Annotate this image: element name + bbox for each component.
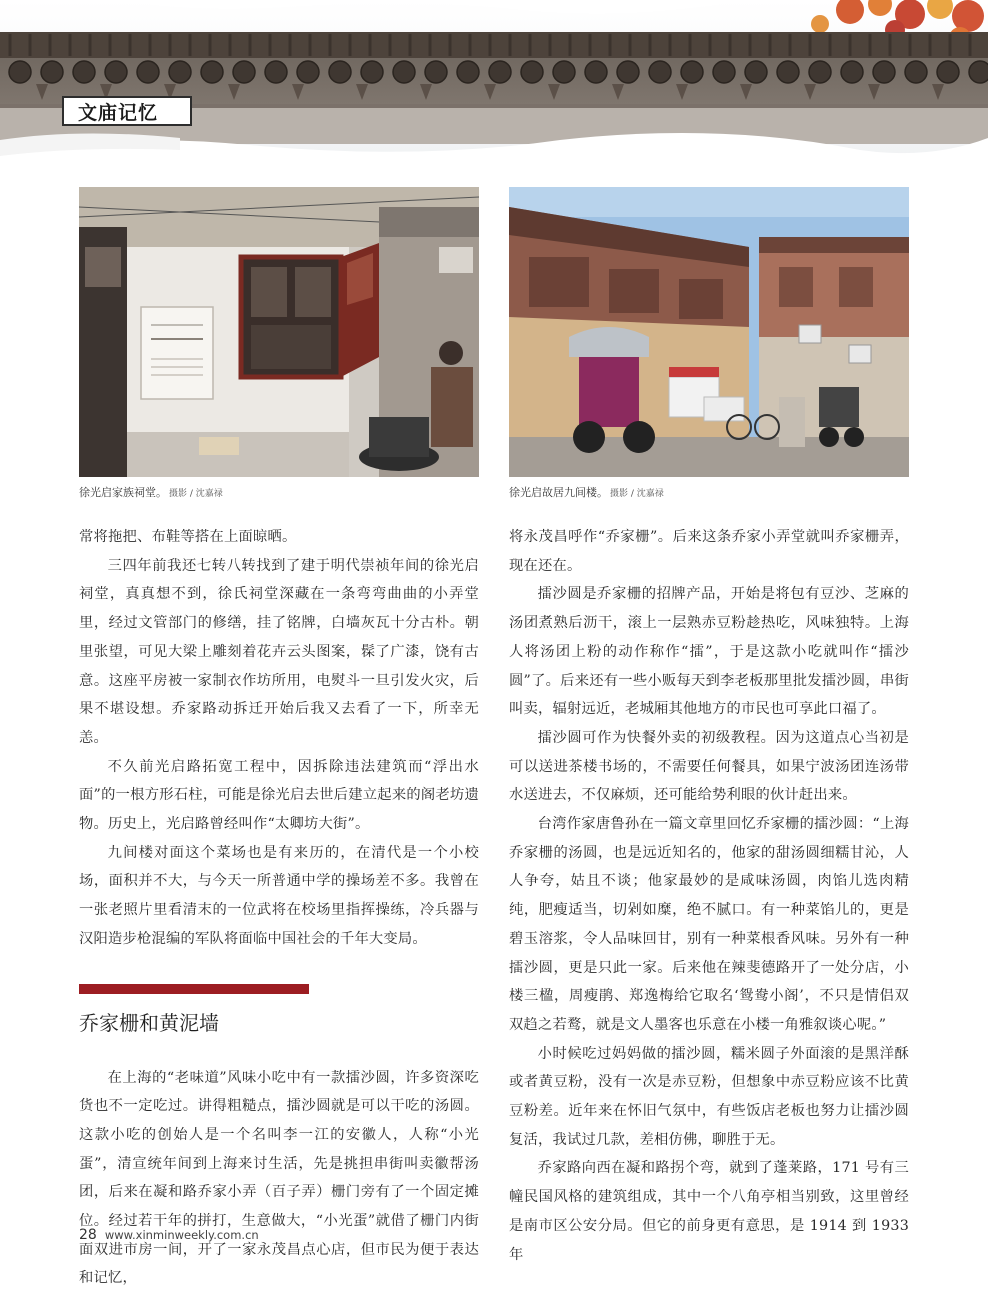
caption-text: 徐光启故居九间楼。 bbox=[509, 486, 608, 499]
left-column bbox=[79, 523, 479, 1293]
caption-text: 徐光启家族祠堂。 bbox=[79, 486, 167, 499]
photo-caption-left bbox=[79, 484, 223, 500]
photo-nine-room-building bbox=[509, 187, 909, 477]
page-footer bbox=[79, 1224, 259, 1243]
page-number: 28 bbox=[79, 1227, 97, 1243]
photo-ancestral-hall bbox=[79, 187, 479, 477]
paragraph: 九间楼对面这个菜场也是有来历的，在清代是一个小校场，面积并不大，与今天一所普通中学的操场差不多。我曾在一张老照片里看清末的一位武将在校场里指挥操练，冷兵器与汉阳造步枪混编的军队将面临中国社会的千年大变局。 bbox=[79, 844, 479, 947]
header-banner bbox=[0, 0, 988, 185]
website-url: www.xinminweekly.com.cn bbox=[104, 1228, 259, 1242]
paragraph: 常将拖把、布鞋等搭在上面晾晒。 bbox=[79, 529, 297, 545]
paragraph: 将永茂昌呼作“乔家栅”。后来这条乔家小弄堂就叫乔家栅弄，现在还在。 bbox=[509, 529, 909, 574]
section-tag: 文庙记忆 bbox=[62, 96, 192, 126]
paragraph: 在上海的“老味道”风味小吃中有一款擂沙圆，许多资深吃货也不一定吃过。讲得粗糙点，擂沙圆就是可以干吃的汤圆。这款小吃的创始人是一个名叫李一江的安徽人，人称“小光蛋”，清宣统年间到上海来讨生活，先是挑担串街叫卖徽帮汤团，后来在凝和路乔家小弄（百子弄）栅门旁有了一个固定摊位。经过若干年的拼打，生意做大，“小光蛋”就借了栅门内街面双进市房一间，开了一家永茂昌点心店，但市民为便于表达和记忆， bbox=[79, 1069, 479, 1287]
paragraph: 小时候吃过妈妈做的擂沙圆，糯米圆子外面滚的是黑洋酥或者黄豆粉，没有一次是赤豆粉，但想象中赤豆粉应该不比黄豆粉差。近年来在怀旧气氛中，有些饭店老板也努力让擂沙圆复活，我试过几款，差相仿佛，聊胜于无。 bbox=[509, 1045, 909, 1148]
roof-tile-illustration bbox=[0, 0, 988, 185]
paragraph: 擂沙圆可作为快餐外卖的初级教程。因为这道点心当初是可以送进茶楼书场的，不需要任何餐具，如果宁波汤团连汤带水送进去，不仅麻烦，还可能给势利眼的伙计赶出来。 bbox=[509, 729, 909, 804]
photo-credit: 摄影 / 沈嘉禄 bbox=[610, 489, 664, 499]
paragraph: 擂沙圆是乔家栅的招牌产品，开始是将包有豆沙、芝麻的汤团煮熟后沥干，滚上一层熟赤豆粉趁热吃，风味独特。上海人将汤团上粉的动作称作“擂”，于是这款小吃就叫作“擂沙圆”了。后来还有一些小贩每天到李老板那里批发擂沙圆，串街叫卖，辐射远近，老城厢其他地方的市民也可享此口福了。 bbox=[509, 586, 909, 718]
paragraph: 三四年前我还七转八转找到了建于明代崇祯年间的徐光启祠堂，真真想不到，徐氏祠堂深藏在一条弯弯曲曲的小弄堂里，经过文管部门的修缮，挂了铭牌，白墙灰瓦十分古朴。朝里张望，可见大梁上雕刻着花卉云头图案，髹了广漆，饶有古意。这座平房被一家制衣作坊所用，电熨斗一旦引发火灾，后果不堪设想。乔家路动拆迁开始后我又去看了一下，所幸无恙。 bbox=[79, 557, 479, 746]
right-column bbox=[509, 523, 909, 1269]
paragraph: 不久前光启路拓宽工程中，因拆除违法建筑而“浮出水面”的一根方形石柱，可能是徐光启去世后建立起来的阁老坊遗物。历史上，光启路曾经叫作“太卿坊大街”。 bbox=[79, 758, 479, 833]
photo-credit: 摄影 / 沈嘉禄 bbox=[169, 489, 223, 499]
subheading: 乔家栅和黄泥墙 bbox=[79, 1010, 219, 1035]
paragraph: 台湾作家唐鲁孙在一篇文章里回忆乔家栅的擂沙圆：“上海乔家栅的汤圆，也是远近知名的，他家的甜汤圆细糯甘沁，人人争夸，姑且不谈；他家最妙的是咸味汤圆，肉馅儿选肉精纯，肥瘦适当，切剁如糜，绝不腻口。有一种菜馅儿的，更是碧玉溶浆，令人品味回甘，别有一种菜根香风味。另外有一种擂沙圆，更是只此一家。后来他在辣斐德路开了一处分店，小楼三楹，周瘦鹃、郑逸梅给它取名‘鸳鸯小阁’，不只是情侣双双趋之若鹜，就是文人墨客也乐意在小楼一角雅叙谈心呢。” bbox=[509, 816, 909, 1033]
photo-caption-right bbox=[509, 484, 664, 500]
paragraph: 乔家路向西在凝和路拐个弯，就到了蓬莱路，171 号有三幢民国风格的建筑组成，其中一个八角亭相当别致，这里曾经是南市区公安分局。但它的前身更有意思，是 1914 到 1933 年 bbox=[509, 1160, 909, 1263]
subheading-accent-bar bbox=[79, 984, 309, 994]
